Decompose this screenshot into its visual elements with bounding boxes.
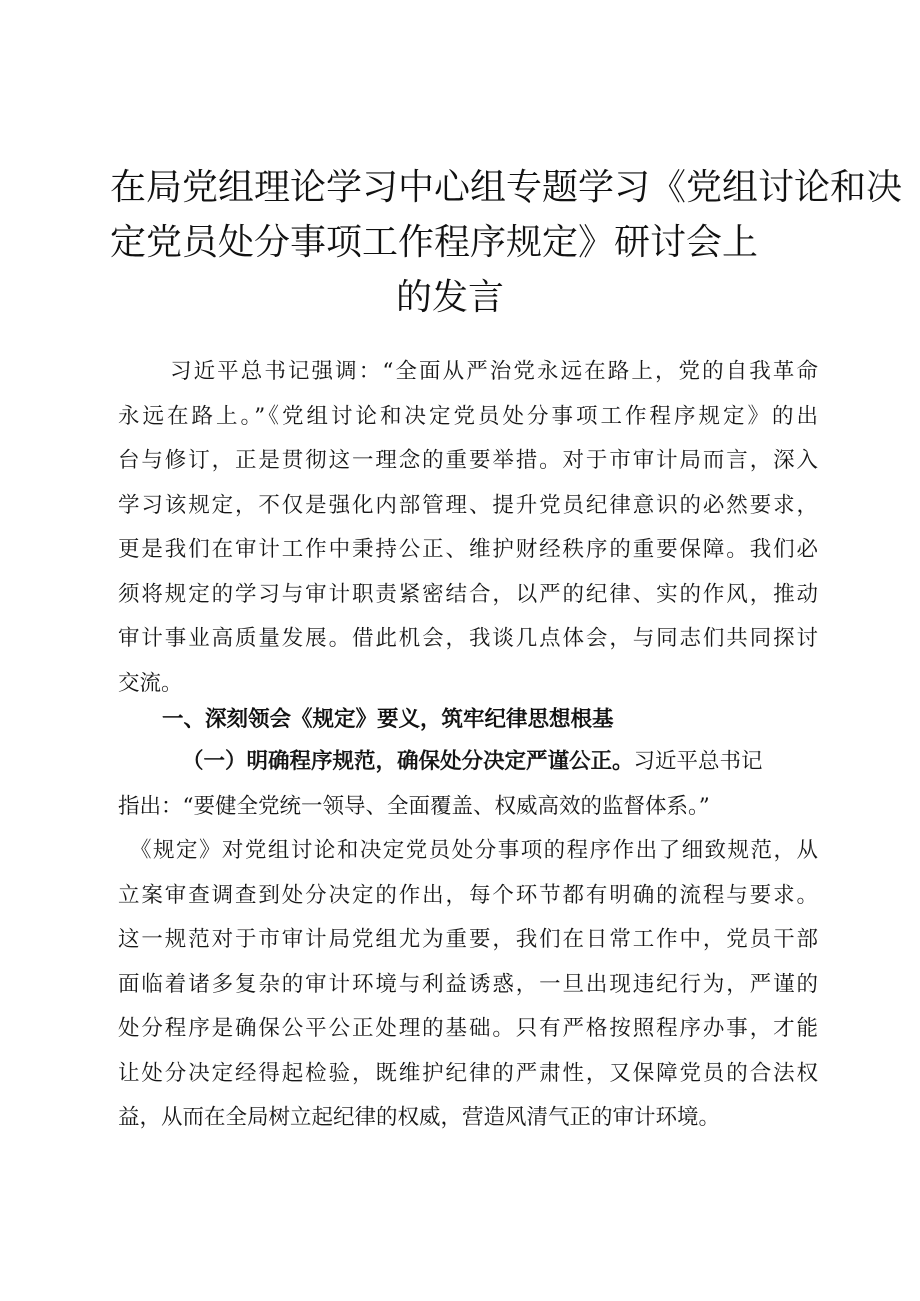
paragraph-line: 台与修订，正是贯彻这一理念的重要举措。对于市审计局而言，深入 <box>118 448 818 473</box>
title-line-1: 在局党组理论学习中心组专题学习《党组讨论和决 <box>110 167 903 208</box>
paragraph-line: 指出：“要健全党统一领导、全面覆盖、权威高效的监督体系。” <box>118 793 710 819</box>
section-heading-1: 一、深刻领会《规定》要义，筑牢纪律思想根基 <box>162 707 614 732</box>
paragraph-line: 立案审查调查到处分决定的作出，每个环节都有明确的流程与要求。 <box>118 882 818 908</box>
paragraph-line: 须将规定的学习与审计职责紧密结合，以严的纪律、实的作风，推动 <box>118 581 818 607</box>
subsection-lead-text: 习近平总书记 <box>633 749 763 774</box>
paragraph-line: 面临着诸多复杂的审计环境与利益诱惑，一旦出现违纪行为，严谨的 <box>118 971 818 997</box>
paragraph-line: 让处分决定经得起检验，既维护纪律的严肃性，又保障党员的合法权 <box>118 1060 818 1086</box>
subsection-heading-line <box>118 740 818 785</box>
paragraph-line: 审计事业高质量发展。借此机会，我谈几点体会，与同志们共同探讨 <box>118 626 818 651</box>
document-title <box>110 160 903 325</box>
paragraph-line: 更是我们在审计工作中秉持公正、维护财经秩序的重要保障。我们必 <box>118 537 818 562</box>
subsection-heading-1: （一）明确程序规范，确保处分决定严谨公正。 <box>182 749 634 774</box>
paragraph-line: 永远在路上。”《党组讨论和决定党员处分事项工作程序规定》的出 <box>118 403 818 429</box>
title-line-3: 的发言 <box>395 277 504 318</box>
paragraph-line: 交流。 <box>118 670 183 696</box>
paragraph-line: 《规定》对党组讨论和决定党员处分事项的程序作出了细致规范，从 <box>130 838 818 863</box>
paragraph-line: 益，从而在全局树立起纪律的权威，营造风清气正的审计环境。 <box>118 1105 721 1130</box>
paragraph-subsection-1 <box>118 740 818 1141</box>
paragraph-line: 学习该规定，不仅是强化内部管理、提升党员纪律意识的必然要求， <box>118 492 818 518</box>
title-line-2: 定党员处分事项工作程序规定》研讨会上 <box>110 222 759 263</box>
paragraph-line: 习近平总书记强调：“全面从严治党永远在路上，党的自我革命 <box>170 359 818 384</box>
paragraph-line: 这一规范对于市审计局党组尤为重要，我们在日常工作中，党员干部 <box>118 927 818 952</box>
paragraph-line: 处分程序是确保公平公正处理的基础。只有严格按照程序办事，才能 <box>118 1016 818 1041</box>
paragraph-intro <box>118 350 818 706</box>
